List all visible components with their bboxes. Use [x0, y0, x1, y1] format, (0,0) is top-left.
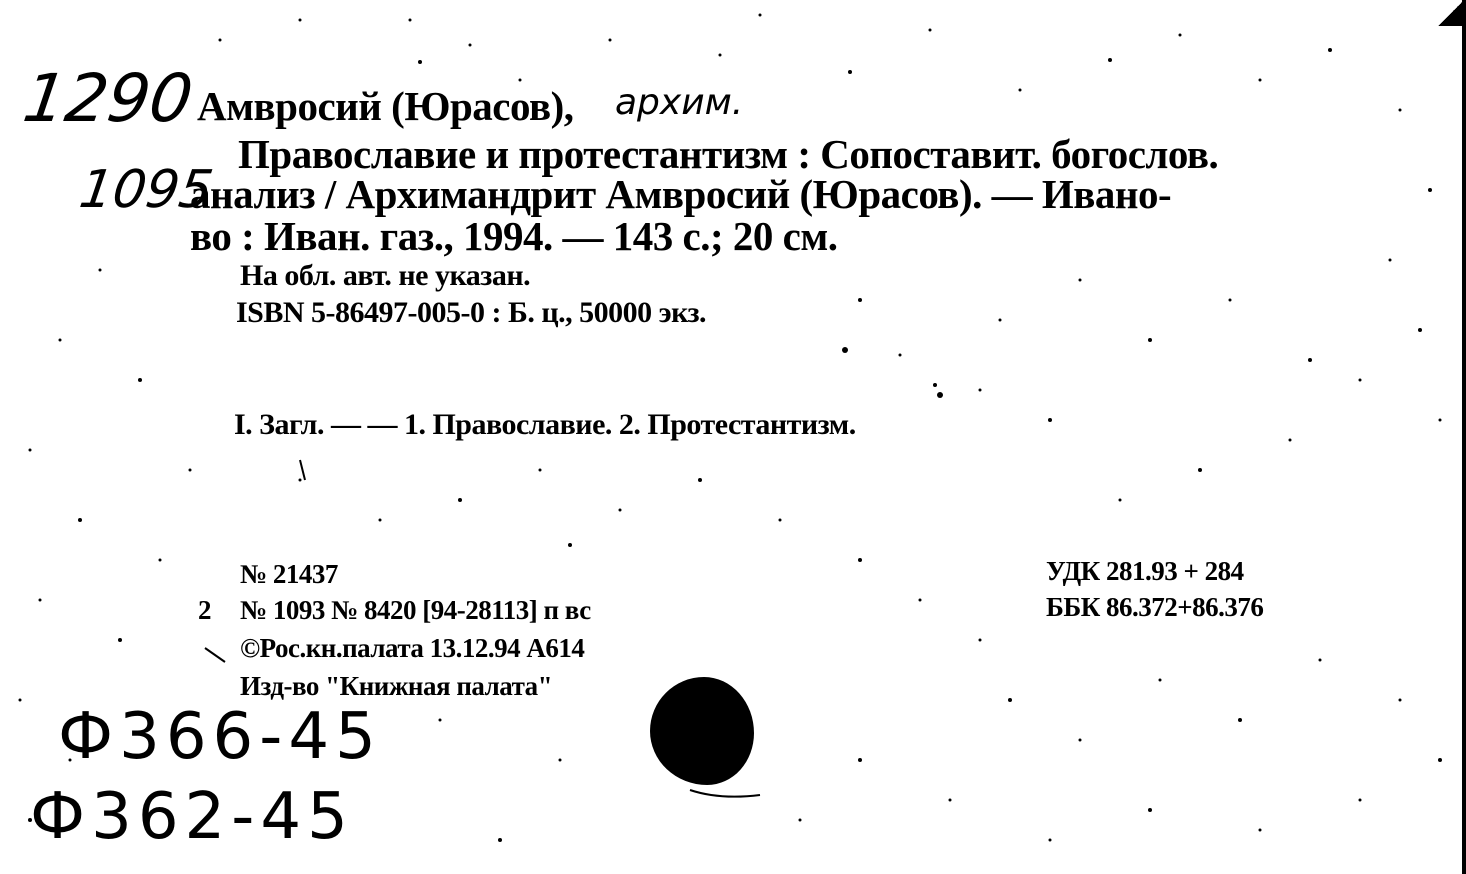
card-edge	[1462, 0, 1466, 874]
ink-blot	[650, 677, 754, 785]
handwritten-shelf-mark-1: Ф366-45	[58, 700, 382, 774]
copyright-line: ©Рос.кн.палата 13.12.94 А614	[240, 633, 585, 663]
title-line-2: анализ / Архимандрит Амвросий (Юрасов). — Ивано-	[190, 171, 1172, 217]
registration-numbers: № 1093 № 8420 [94-28113] п вс	[240, 595, 591, 625]
bbk-code: ББК 86.372+86.376	[1046, 592, 1264, 622]
note-line: На обл. авт. не указан.	[240, 259, 531, 292]
handwritten-call-number-top: 1290	[18, 60, 198, 137]
handwritten-author-note: архим.	[615, 82, 744, 123]
title-line-1: Православие и протестантизм : Сопоставит. богослов.	[238, 131, 1219, 177]
udk-code: УДК 281.93 + 284	[1046, 556, 1244, 586]
heading-author: Амвросий (Юрасов),	[197, 83, 574, 129]
title-line-3: во : Иван. газ., 1994. — 143 с.; 20 см.	[190, 213, 838, 259]
card-number: № 21437	[240, 559, 338, 589]
publisher-line: Изд-во "Книжная палата"	[240, 671, 553, 701]
handwritten-shelf-mark-2: Ф362-45	[30, 780, 354, 854]
copies-count: 2	[198, 595, 211, 625]
tracings-line: I. Загл. — — 1. Православие. 2. Протестантизм.	[234, 408, 856, 441]
card-corner	[1436, 0, 1466, 26]
handwritten-call-number-second: 1095	[75, 160, 217, 220]
isbn-line: ISBN 5-86497-005-0 : Б. ц., 50000 экз.	[236, 296, 707, 329]
